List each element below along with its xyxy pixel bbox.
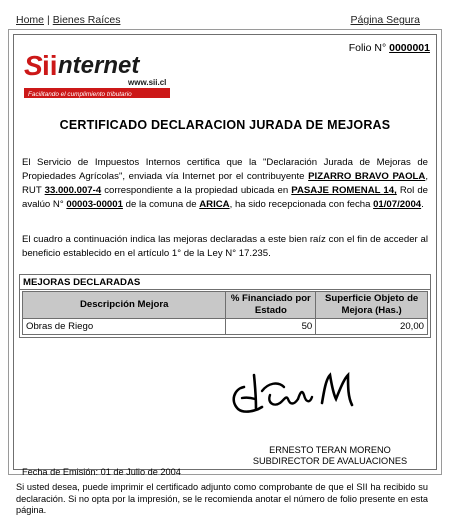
footer-note: Si usted desea, puede imprimir el certificado adjunto como comprobante de que el SII ha recibido su declaración. Si no opta por la impresión, se le recomienda anotar el número de folio presente en esta página. <box>16 482 428 515</box>
text-segment: , RUT <box>22 171 428 196</box>
emission-date: Fecha de Emisión: 01 de Julio de 2004 <box>22 467 181 477</box>
direccion-value: PASAJE ROMENAL 14, <box>291 185 397 196</box>
text-segment: . <box>421 199 424 210</box>
signer-position: SUBDIRECTOR DE AVALUACIONES <box>252 456 408 466</box>
column-header-superficie: Superficie Objeto de Mejora (Has.) <box>316 292 428 319</box>
table-row <box>23 319 428 335</box>
svg-text:ii: ii <box>42 50 58 81</box>
breadcrumb <box>16 14 120 26</box>
text-segment: Rol de avalúo N° <box>22 185 428 210</box>
svg-text:www.sii.cl: www.sii.cl <box>128 78 167 87</box>
contribuyente-name: PIZARRO BRAVO PAOLA <box>308 171 426 182</box>
folio-value: 0000001 <box>389 42 430 54</box>
certificate <box>13 34 437 477</box>
cell-financiado: 50 <box>226 319 316 335</box>
text-segment: correspondiente a la propiedad ubicada en <box>104 185 289 196</box>
signer-name: ERNESTO TERAN MORENO <box>269 445 391 455</box>
text-segment: El Servicio de Impuestos Internos certifica que la "Declaración Jurada de Mejoras de Propiedades Agrícolas", enviada vía Internet por el contribuyente <box>22 157 428 182</box>
certificate-frame <box>8 29 442 475</box>
home-link[interactable]: Home <box>16 14 45 26</box>
cell-descripcion: Obras de Riego <box>23 319 226 335</box>
table-caption: MEJORAS DECLARADAS <box>20 275 430 290</box>
column-header-financiado: % Financiado por Estado <box>226 292 316 319</box>
mejoras-table <box>22 291 428 335</box>
certification-paragraph <box>22 156 428 212</box>
sii-internet-logo <box>22 45 182 99</box>
sii-logo <box>22 45 182 99</box>
top-navigation <box>0 0 450 30</box>
mejoras-table-box <box>19 274 431 338</box>
svg-text:Facilitando el cumplimiento tr: Facilitando el cumplimiento tributario <box>28 91 132 98</box>
folio-label: Folio N° <box>348 42 387 54</box>
text-segment: , ha sido recepcionada con fecha <box>229 199 371 210</box>
column-header-descripcion: Descripción Mejora <box>23 292 226 319</box>
pagina-segura-link[interactable]: Página Segura <box>350 14 420 26</box>
rol-value: 00003-00001 <box>66 199 123 210</box>
handwritten-signature <box>222 365 372 421</box>
signer-block <box>220 445 440 467</box>
certificate-title: CERTIFICADO DECLARACION JURADA DE MEJORAS <box>59 118 391 132</box>
text-segment: de la comuna de <box>125 199 197 210</box>
comuna-value: ARICA <box>199 199 230 210</box>
signature-icon <box>222 365 372 421</box>
cell-superficie: 20,00 <box>316 319 428 335</box>
fecha-value: 01/07/2004 <box>373 199 422 210</box>
folio-number <box>349 42 430 54</box>
svg-text:S: S <box>24 50 43 81</box>
svg-text:nternet: nternet <box>58 52 140 79</box>
rut-value: 33.000.007-4 <box>44 185 102 196</box>
mejoras-intro-paragraph: El cuadro a continuación indica las mejoras declaradas a este bien raíz con el fin de acceder al beneficio establecido en el artículo 1° de la Ley N° 17.235. <box>22 234 428 259</box>
nav-separator: | <box>47 14 50 26</box>
bienes-raices-link[interactable]: Bienes Raíces <box>52 14 121 26</box>
